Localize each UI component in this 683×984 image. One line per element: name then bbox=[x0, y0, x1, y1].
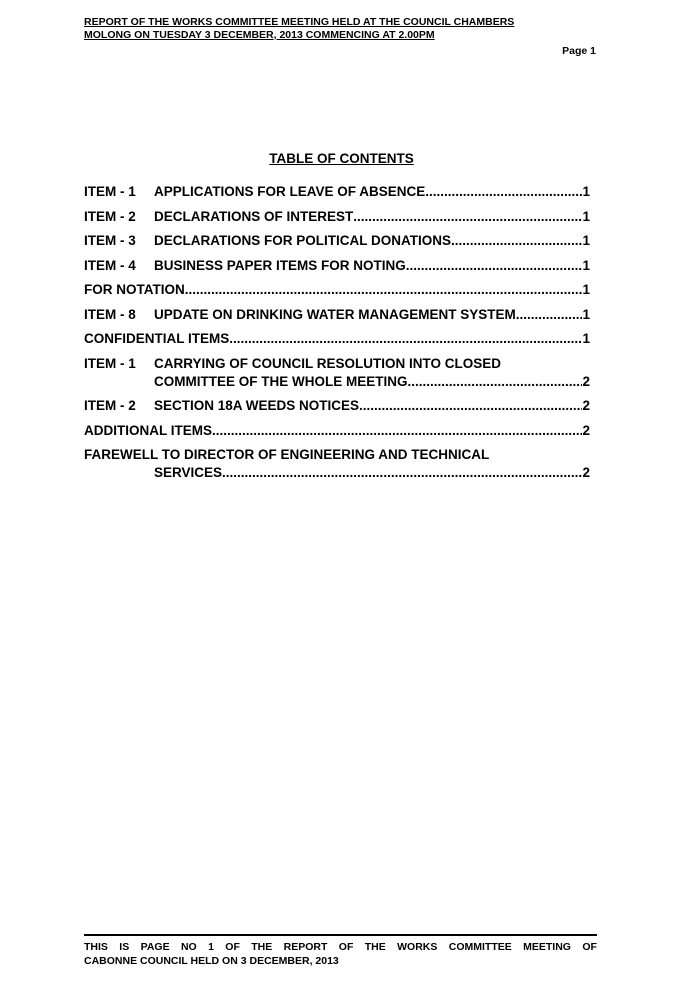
toc-page-number: 2 bbox=[582, 422, 590, 438]
footer-line-2: CABONNE COUNCIL HELD ON 3 DECEMBER, 2013 bbox=[84, 955, 339, 967]
header-line-2: MOLONG ON TUESDAY 3 DECEMBER, 2013 COMMENCING AT 2.00PM bbox=[84, 29, 435, 41]
toc-entry[interactable] bbox=[84, 330, 590, 348]
toc-page-number: 1 bbox=[582, 331, 590, 346]
dot-leader bbox=[406, 257, 583, 275]
dot-leader bbox=[516, 306, 583, 324]
toc-entry[interactable] bbox=[84, 355, 590, 391]
toc-entry-title: UPDATE ON DRINKING WATER MANAGEMENT SYSTEM bbox=[154, 306, 516, 322]
toc-entry-title: DECLARATIONS FOR POLITICAL DONATIONS bbox=[154, 233, 451, 248]
toc-item-number: ITEM - 8 bbox=[84, 306, 136, 322]
page-footer bbox=[84, 940, 597, 968]
toc-item-number: ITEM - 4 bbox=[84, 257, 136, 273]
dot-leader bbox=[212, 422, 582, 440]
dot-leader bbox=[451, 232, 582, 250]
toc-entry[interactable] bbox=[84, 232, 590, 250]
dot-leader bbox=[353, 208, 582, 226]
toc-entry-title-line-2: SERVICES bbox=[154, 465, 223, 480]
dot-leader bbox=[359, 397, 582, 415]
toc-entry[interactable] bbox=[84, 183, 590, 201]
toc-entry-title: CONFIDENTIAL ITEMS bbox=[84, 331, 230, 346]
toc-item-number: ITEM - 3 bbox=[84, 233, 136, 248]
toc-page-number: 2 bbox=[582, 398, 590, 413]
toc-item-number: ITEM - 1 bbox=[84, 355, 136, 371]
toc-entry[interactable] bbox=[84, 281, 590, 299]
toc-page-number: 2 bbox=[582, 373, 590, 389]
dot-leader bbox=[425, 183, 582, 201]
toc-item-number: ITEM - 1 bbox=[84, 184, 136, 199]
page-header bbox=[84, 16, 596, 42]
toc-entry-title: ADDITIONAL ITEMS bbox=[84, 422, 212, 438]
toc-entry-title: BUSINESS PAPER ITEMS FOR NOTING bbox=[154, 257, 406, 273]
toc-entry[interactable] bbox=[84, 397, 590, 415]
toc-page-number: 1 bbox=[582, 257, 590, 273]
page-number-label: Page 1 bbox=[562, 45, 596, 57]
dot-leader bbox=[222, 464, 582, 482]
toc-page-number: 1 bbox=[582, 306, 590, 322]
toc-entry-title: DECLARATIONS OF INTEREST bbox=[154, 208, 354, 224]
toc-page-number: 1 bbox=[582, 184, 590, 199]
toc-entry-title-line-2: COMMITTEE OF THE WHOLE MEETING bbox=[154, 373, 408, 389]
toc-entry[interactable] bbox=[84, 257, 590, 275]
toc-entry-title: SECTION 18A WEEDS NOTICES bbox=[154, 398, 360, 413]
toc-entry[interactable] bbox=[84, 208, 590, 226]
toc-entry-title-line-1: CARRYING OF COUNCIL RESOLUTION INTO CLOSED bbox=[154, 355, 502, 371]
toc-entry-title: APPLICATIONS FOR LEAVE OF ABSENCE bbox=[154, 184, 426, 199]
toc-entry[interactable] bbox=[84, 446, 590, 482]
toc-title: TABLE OF CONTENTS bbox=[269, 151, 414, 166]
footer-rule bbox=[84, 934, 597, 936]
toc-entry-title: FOR NOTATION bbox=[84, 282, 185, 297]
table-of-contents bbox=[84, 183, 590, 489]
toc-page-number: 2 bbox=[582, 465, 590, 480]
toc-page-number: 1 bbox=[582, 233, 590, 248]
toc-entry[interactable] bbox=[84, 422, 590, 440]
dot-leader bbox=[408, 373, 583, 391]
toc-entry[interactable] bbox=[84, 306, 590, 324]
toc-item-number: ITEM - 2 bbox=[84, 208, 136, 224]
dot-leader bbox=[229, 330, 582, 348]
footer-line-1: THIS IS PAGE NO 1 OF THE REPORT OF THE WORKS COMMITTEE MEETING OF bbox=[84, 941, 597, 953]
toc-page-number: 1 bbox=[582, 208, 590, 224]
toc-entry-title-line-1: FAREWELL TO DIRECTOR OF ENGINEERING AND TECHNICAL bbox=[84, 447, 490, 462]
toc-item-number: ITEM - 2 bbox=[84, 398, 136, 413]
toc-page-number: 1 bbox=[582, 282, 590, 297]
dot-leader bbox=[185, 281, 583, 299]
header-line-1: REPORT OF THE WORKS COMMITTEE MEETING HELD AT THE COUNCIL CHAMBERS bbox=[84, 16, 515, 28]
